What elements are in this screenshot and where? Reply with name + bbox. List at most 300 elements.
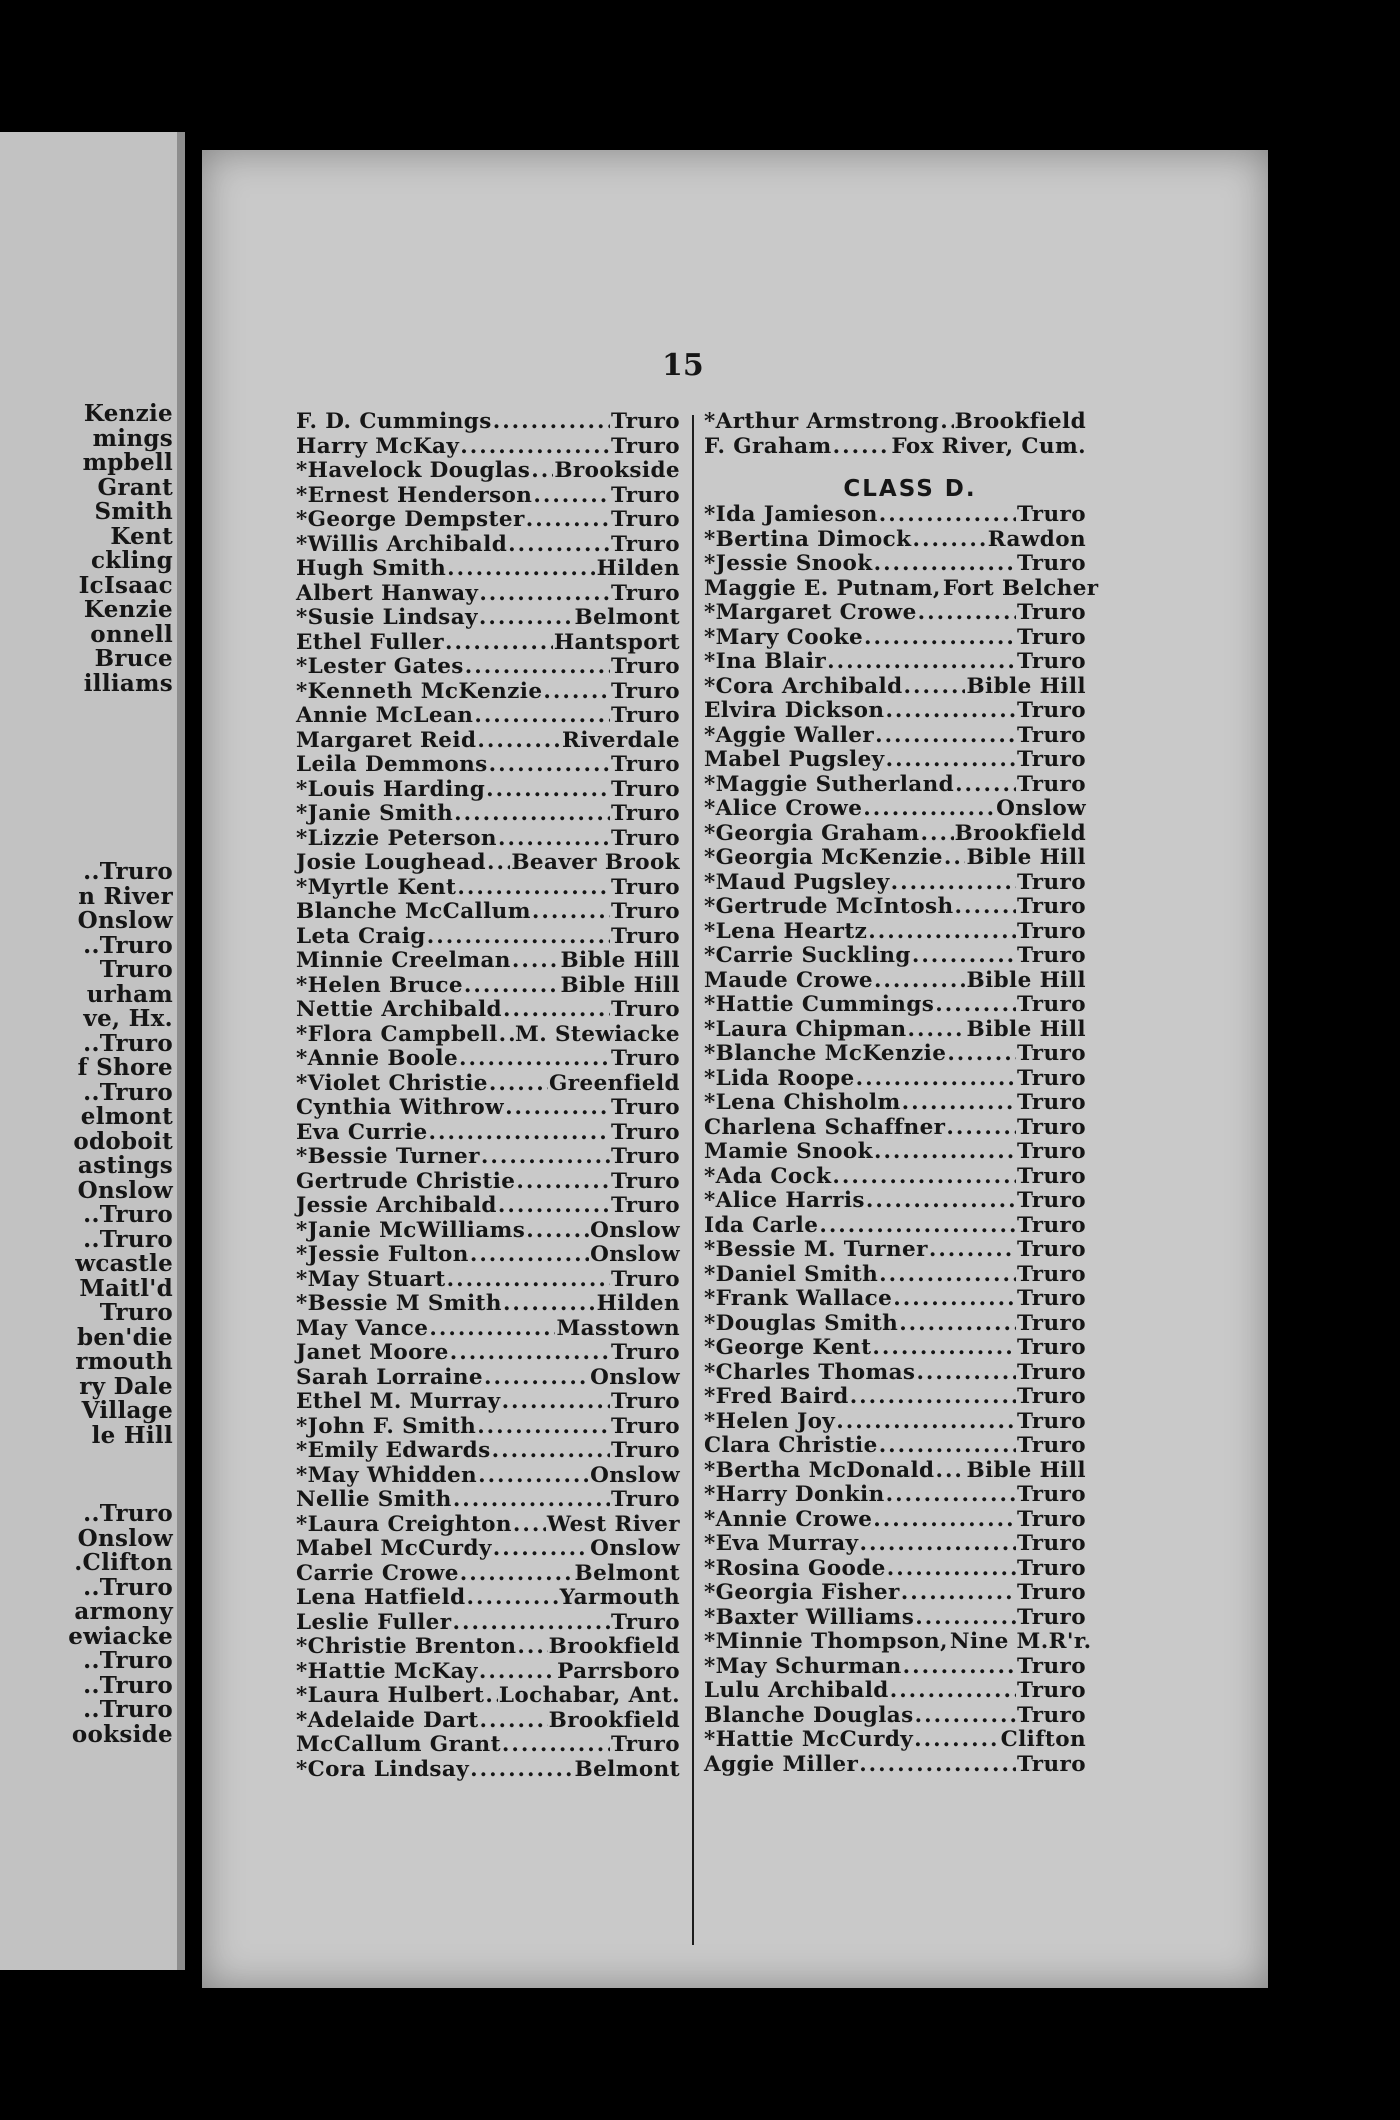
entry-name: Aggie Miller [704, 1751, 859, 1777]
entry-name: Josie Loughead [296, 850, 486, 875]
dot-leader [498, 827, 610, 852]
list-entry [704, 1655, 1086, 1680]
entry-place: Yarmouth [559, 1585, 680, 1610]
list-entry [296, 1758, 680, 1783]
entry-name: *Annie Boole [296, 1046, 459, 1071]
entry-place: Truro [610, 997, 680, 1022]
entry-name: *Georgia Fisher [704, 1580, 900, 1605]
entry-name: *Gertrude McIntosh [704, 894, 954, 919]
dot-leader [885, 699, 1016, 724]
fragment-text: ..Truro [83, 1225, 173, 1253]
list-entry [296, 876, 680, 901]
entry-name: *Annie Crowe [704, 1506, 873, 1532]
fragment-text: le Hill [91, 1421, 173, 1449]
list-entry [296, 827, 680, 852]
fragment-text: ve, Hx. [83, 1005, 173, 1032]
dot-leader [479, 582, 610, 607]
entry-place: Brookfield [954, 820, 1086, 846]
entry-name: Ida Carle [704, 1212, 819, 1238]
entry-place: Onslow [996, 796, 1086, 821]
entry-place: Truro [610, 409, 680, 434]
entry-place: Truro [610, 1413, 680, 1439]
dot-leader [489, 753, 610, 778]
entry-place: Truro [610, 1095, 680, 1120]
entry-place: Onslow [590, 1364, 680, 1390]
entry-place: Truro [1016, 943, 1086, 968]
fragment-text: ..Truro [83, 1573, 173, 1601]
entry-place: Truro [1016, 1384, 1086, 1409]
dot-leader [891, 871, 1016, 896]
entry-name: *Laura Creighton [296, 1511, 512, 1537]
list-entry [704, 1238, 1086, 1263]
entry-name: *May Whidden [296, 1462, 478, 1488]
entry-place: Truro [1016, 1531, 1086, 1556]
dot-leader [516, 1170, 610, 1195]
entry-place: Truro [610, 825, 680, 851]
dot-leader [503, 1292, 596, 1317]
dot-leader [486, 778, 610, 803]
entry-name: *George Dempster [296, 507, 525, 532]
entry-name: Jessie Archibald [296, 1193, 497, 1218]
dot-leader [903, 1655, 1016, 1680]
dot-leader [879, 1263, 1016, 1288]
entry-place: Onslow [590, 1536, 680, 1561]
fragment-text: Kenzie [83, 400, 173, 427]
entry-name: Elvira Dickson [704, 698, 885, 723]
list-entry [704, 601, 1086, 626]
entry-name: *Janie Smith [296, 801, 454, 826]
list-entry [296, 1709, 680, 1734]
entry-name: Leta Craig [296, 923, 426, 949]
entry-place: Fox River, Cum. [891, 433, 1086, 459]
list-entry [704, 797, 1086, 822]
entry-name: *Christie Brenton [296, 1634, 517, 1659]
entry-place: Truro [1016, 1261, 1086, 1287]
entry-name: *Kenneth McKenzie [296, 678, 543, 704]
list-entry [704, 846, 1086, 871]
entry-name: Clara Christie [704, 1433, 878, 1458]
dot-leader [955, 773, 1016, 798]
entry-place: Belmont [574, 1756, 680, 1782]
dot-leader [499, 1023, 514, 1048]
fragment-text: Bruce [94, 645, 173, 672]
entry-place: Truro [610, 1732, 680, 1757]
dot-leader [916, 1361, 1016, 1386]
list-entry [296, 1488, 680, 1513]
fragment-text: ..Truro [83, 931, 173, 959]
fragment-text: urham [86, 980, 173, 1008]
list-entry [296, 1170, 680, 1195]
dot-leader [445, 631, 553, 656]
list-entry [704, 1459, 1086, 1484]
dot-leader [492, 1439, 610, 1464]
dot-leader [452, 1611, 609, 1636]
fragment-text: Smith [94, 498, 173, 525]
list-entry [296, 1586, 680, 1611]
list-entry [704, 528, 1086, 553]
entry-name: *Alice Harris [704, 1188, 865, 1213]
list-entry [296, 900, 680, 925]
entry-name: Nellie Smith [296, 1487, 452, 1512]
dot-leader [836, 1410, 1016, 1435]
list-entry [296, 1464, 680, 1489]
list-entry [296, 925, 680, 950]
entry-name: Annie McLean [296, 703, 474, 728]
entry-name: *Douglas Smith [704, 1310, 899, 1336]
entry-name: Ethel M. Murray [296, 1389, 501, 1414]
right-column-continued [704, 410, 1086, 459]
entry-place: Belmont [574, 1560, 680, 1586]
entry-name: *Laura Chipman [704, 1016, 907, 1042]
fragment-text: ..Truro [83, 1201, 173, 1228]
dot-leader [879, 1434, 1016, 1459]
dot-leader [465, 655, 610, 680]
list-entry [704, 650, 1086, 675]
dot-leader [505, 1096, 610, 1121]
dot-leader [508, 533, 610, 558]
entry-name: Ethel Fuller [296, 629, 444, 655]
entry-place: Truro [1016, 1237, 1086, 1262]
list-entry [296, 1660, 680, 1685]
entry-name: *May Schurman [704, 1653, 902, 1679]
list-entry [704, 575, 1099, 602]
dot-leader [944, 846, 966, 871]
entry-name: *Lena Chisholm [704, 1090, 901, 1115]
entry-name: *Laura Hulbert [296, 1683, 485, 1708]
list-entry [296, 1439, 680, 1464]
entry-name: Leslie Fuller [296, 1609, 452, 1635]
list-entry [296, 1317, 680, 1342]
dot-leader [480, 1709, 548, 1734]
left-page-fragment [0, 132, 185, 1970]
dot-leader [904, 675, 966, 700]
entry-place: Clifton [1000, 1727, 1086, 1752]
entry-place: Brookside [554, 458, 680, 483]
fragment-text: ..Truro [83, 1647, 173, 1674]
entry-place: Belmont [574, 605, 680, 630]
list-entry [296, 1194, 680, 1219]
dot-leader [512, 949, 560, 974]
list-entry [296, 1562, 680, 1587]
entry-place: Truro [610, 1193, 680, 1218]
fragment-text: ckling [90, 547, 173, 574]
entry-name: *Minnie Thompson, [704, 1629, 948, 1654]
list-entry [296, 1072, 680, 1097]
fragment-text: n River [78, 882, 173, 910]
entry-place: Truro [610, 531, 680, 557]
page-number: 15 [662, 348, 704, 383]
fragment-text: illiams [83, 669, 173, 697]
fragment-text: ookside [71, 1720, 173, 1748]
entry-name: Lulu Archibald [704, 1678, 889, 1703]
entry-place: Truro [610, 1168, 680, 1194]
entry-place: Riverdale [562, 727, 680, 753]
entry-name: *Ina Blair [704, 649, 827, 674]
fragment-text: onnell [90, 620, 173, 648]
dot-leader [477, 1415, 610, 1440]
dot-leader [872, 1336, 1016, 1361]
entry-name: *Lena Heartz [704, 918, 868, 944]
entry-place: Truro [610, 1609, 680, 1635]
list-entry [296, 778, 680, 803]
dot-leader [850, 1385, 1016, 1410]
list-entry [296, 998, 680, 1023]
list-entry [296, 704, 680, 729]
entry-name: *Georgia McKenzie [704, 845, 943, 870]
entry-name: Nettie Archibald [296, 997, 502, 1022]
entry-name: Cynthia Withrow [296, 1095, 505, 1120]
dot-leader [935, 993, 1016, 1018]
entry-name: Hugh Smith [296, 556, 447, 581]
entry-name: *Hattie Cummings [704, 992, 935, 1017]
entry-name: *Flora Campbell [296, 1021, 498, 1047]
dot-leader [479, 606, 574, 631]
fragment-text: f Shore [77, 1054, 173, 1081]
entry-place: Truro [1016, 1359, 1086, 1385]
dot-leader [890, 1679, 1016, 1704]
list-entry [704, 1753, 1086, 1778]
entry-place: Bible Hill [560, 972, 680, 998]
entry-place: Truro [610, 1266, 680, 1292]
right-column [704, 409, 1099, 1777]
entry-name: *Aggie Waller [704, 722, 875, 748]
entry-place: Truro [610, 482, 680, 508]
entry-name: *Cora Archibald [704, 673, 903, 699]
entry-place: Beaver Brook [511, 850, 680, 875]
list-entry [296, 557, 680, 582]
fragment-text: ..Truro [83, 1696, 173, 1723]
fragment-text: ..Truro [83, 858, 173, 885]
list-entry [296, 655, 680, 680]
dot-leader [940, 410, 953, 435]
entry-place: Onslow [590, 1242, 680, 1267]
entry-name: *Ernest Henderson [296, 482, 533, 508]
entry-name: Janet Moore [296, 1340, 449, 1365]
list-entry [296, 680, 680, 705]
entry-place: Truro [1016, 551, 1086, 576]
dot-leader [493, 1537, 589, 1562]
list-entry [296, 1366, 680, 1391]
dot-leader [914, 1728, 999, 1753]
dot-leader [526, 508, 610, 533]
fragment-text: Maitl'd [79, 1274, 173, 1302]
list-entry [704, 1606, 1086, 1631]
list-entry [704, 1629, 1092, 1655]
entry-name: *Daniel Smith [704, 1261, 879, 1287]
entry-place: Truro [610, 678, 680, 704]
dot-leader [827, 650, 1016, 675]
entry-place: Truro [1016, 1041, 1086, 1066]
entry-name: *Georgia Graham [704, 820, 920, 846]
dot-leader [875, 724, 1016, 749]
dot-leader [489, 1072, 548, 1097]
entry-place: Truro [1016, 869, 1086, 895]
entry-name: *Lizzie Peterson [296, 825, 497, 851]
list-entry [296, 1635, 680, 1660]
dot-leader [470, 1758, 573, 1783]
dot-leader [856, 1067, 1016, 1092]
entry-name: Mabel McCurdy [296, 1536, 492, 1561]
dot-leader [899, 1312, 1016, 1337]
list-entry [704, 1042, 1086, 1067]
list-entry [296, 1611, 680, 1636]
entry-place: Truro [610, 801, 680, 826]
list-entry [704, 969, 1086, 994]
entry-name: *Emily Edwards [296, 1438, 491, 1463]
dot-leader [502, 1733, 610, 1758]
fragment-text: ..Truro [83, 1078, 173, 1106]
list-entry [704, 1336, 1086, 1361]
dot-leader [864, 626, 1016, 651]
entry-name: *May Stuart [296, 1266, 446, 1292]
list-entry [296, 484, 680, 509]
entry-place: Truro [610, 507, 680, 532]
entry-place: Truro [1016, 1678, 1086, 1703]
list-entry [704, 822, 1086, 847]
list-entry [704, 724, 1086, 749]
fragment-text: Onslow [77, 1524, 173, 1552]
list-entry [704, 1189, 1086, 1214]
entry-name: *Margaret Crowe [704, 600, 917, 625]
entry-name: *Alice Crowe [704, 796, 863, 821]
entry-place: Lochabar, Ant. [498, 1683, 680, 1708]
entry-place: Truro [1016, 1408, 1086, 1434]
list-entry [704, 1287, 1086, 1312]
dot-leader [887, 1557, 1016, 1582]
entry-place: Truro [610, 580, 680, 606]
entry-name: *Charles Thomas [704, 1359, 916, 1385]
entry-place: Truro [1016, 1114, 1086, 1140]
list-entry [704, 944, 1086, 969]
fragment-text: Grant [97, 473, 173, 501]
dot-leader [467, 1586, 559, 1611]
list-entry [296, 949, 680, 974]
dot-leader [921, 822, 954, 847]
dot-leader [874, 1140, 1016, 1165]
list-entry [704, 1434, 1086, 1459]
list-entry [296, 606, 680, 631]
dot-leader [470, 1243, 589, 1268]
fragment-text: mpbell [82, 449, 173, 476]
list-entry [296, 1733, 680, 1758]
entry-name: *Myrtle Kent [296, 874, 457, 900]
list-entry [296, 582, 680, 607]
entry-name: McCallum Grant [296, 1732, 501, 1757]
list-entry [704, 1091, 1086, 1116]
dot-leader [429, 1317, 555, 1342]
entry-name: Mamie Snook [704, 1139, 873, 1164]
entry-name: Charlena Schaffner [704, 1114, 946, 1140]
entry-place: Truro [610, 1487, 680, 1512]
list-entry [704, 1067, 1086, 1092]
entry-place: Truro [1016, 1580, 1086, 1605]
list-entry [296, 1023, 680, 1048]
dot-leader [912, 528, 986, 553]
entry-name: Lena Hatfield [296, 1585, 466, 1610]
dot-leader [453, 1488, 610, 1513]
dot-leader [886, 1483, 1016, 1508]
dot-leader [502, 1390, 610, 1415]
dot-leader [915, 1606, 1016, 1631]
entry-place: Truro [610, 1046, 680, 1071]
entry-name: *Baxter Williams [704, 1604, 915, 1630]
dot-leader [859, 1753, 1016, 1778]
list-entry [704, 1385, 1086, 1410]
entry-name: *George Kent [704, 1335, 872, 1360]
list-entry [296, 1243, 680, 1268]
entry-place: Hilden [596, 1291, 680, 1316]
list-entry [296, 1341, 680, 1366]
entry-place: Truro [610, 1340, 680, 1365]
entry-name: *Rosina Goode [704, 1555, 886, 1581]
entry-place: Truro [610, 703, 680, 728]
list-entry [704, 410, 1086, 435]
main-page [202, 150, 1268, 1988]
dot-leader [918, 601, 1016, 626]
entry-place: Truro [1016, 1604, 1086, 1630]
entry-name: *Hattie McCurdy [704, 1727, 914, 1752]
column-divider [692, 415, 694, 1945]
list-entry [296, 1268, 680, 1293]
dot-leader [447, 557, 595, 582]
list-entry [704, 552, 1086, 577]
list-entry [704, 1581, 1086, 1606]
entry-place: Truro [1016, 1702, 1086, 1728]
list-entry [704, 871, 1086, 896]
entry-place: Truro [610, 1119, 680, 1145]
fragment-text: astings [77, 1152, 173, 1179]
entry-place: Truro [1016, 1090, 1086, 1115]
entry-place: Bible Hill [966, 1457, 1086, 1483]
entry-name: Sarah Lorraine [296, 1364, 483, 1390]
list-entry [296, 1537, 680, 1562]
entry-place: Truro [610, 1389, 680, 1414]
list-entry [704, 675, 1086, 700]
fragment-text: mings [92, 424, 173, 452]
entry-name: *Carrie Suckling [704, 943, 911, 968]
entry-name: *Violet Christie [296, 1070, 488, 1096]
fragment-text: armony [74, 1598, 173, 1625]
entry-name: Blanche Douglas [704, 1702, 914, 1728]
dot-leader [427, 925, 610, 950]
dot-leader [533, 484, 610, 509]
dot-leader [912, 944, 1016, 969]
list-entry [296, 851, 680, 876]
list-entry [704, 1312, 1086, 1337]
dot-leader [866, 1189, 1016, 1214]
entry-name: *Jessie Fulton [296, 1242, 469, 1267]
fragment-text: odoboit [73, 1127, 173, 1155]
entry-place: Truro [1016, 1065, 1086, 1091]
entry-name: Harry McKay [296, 433, 460, 459]
list-entry [704, 1557, 1086, 1582]
entry-name: *Lida Roope [704, 1065, 855, 1091]
dot-leader [833, 435, 891, 460]
list-entry [704, 1483, 1086, 1508]
entry-place: Truro [610, 776, 680, 802]
list-entry [704, 920, 1086, 945]
entry-place: Truro [1016, 1163, 1086, 1189]
dot-leader [863, 797, 995, 822]
entry-name: *Bertina Dimock [704, 526, 912, 552]
dot-leader [526, 1219, 589, 1244]
entry-name: F. Graham [704, 433, 832, 459]
entry-name: *Bessie M Smith [296, 1291, 502, 1316]
entry-name: *Lester Gates [296, 654, 464, 679]
list-entry [296, 1219, 680, 1244]
entry-name: *Maggie Sutherland [704, 771, 955, 797]
entry-place: Hantsport [553, 629, 680, 655]
